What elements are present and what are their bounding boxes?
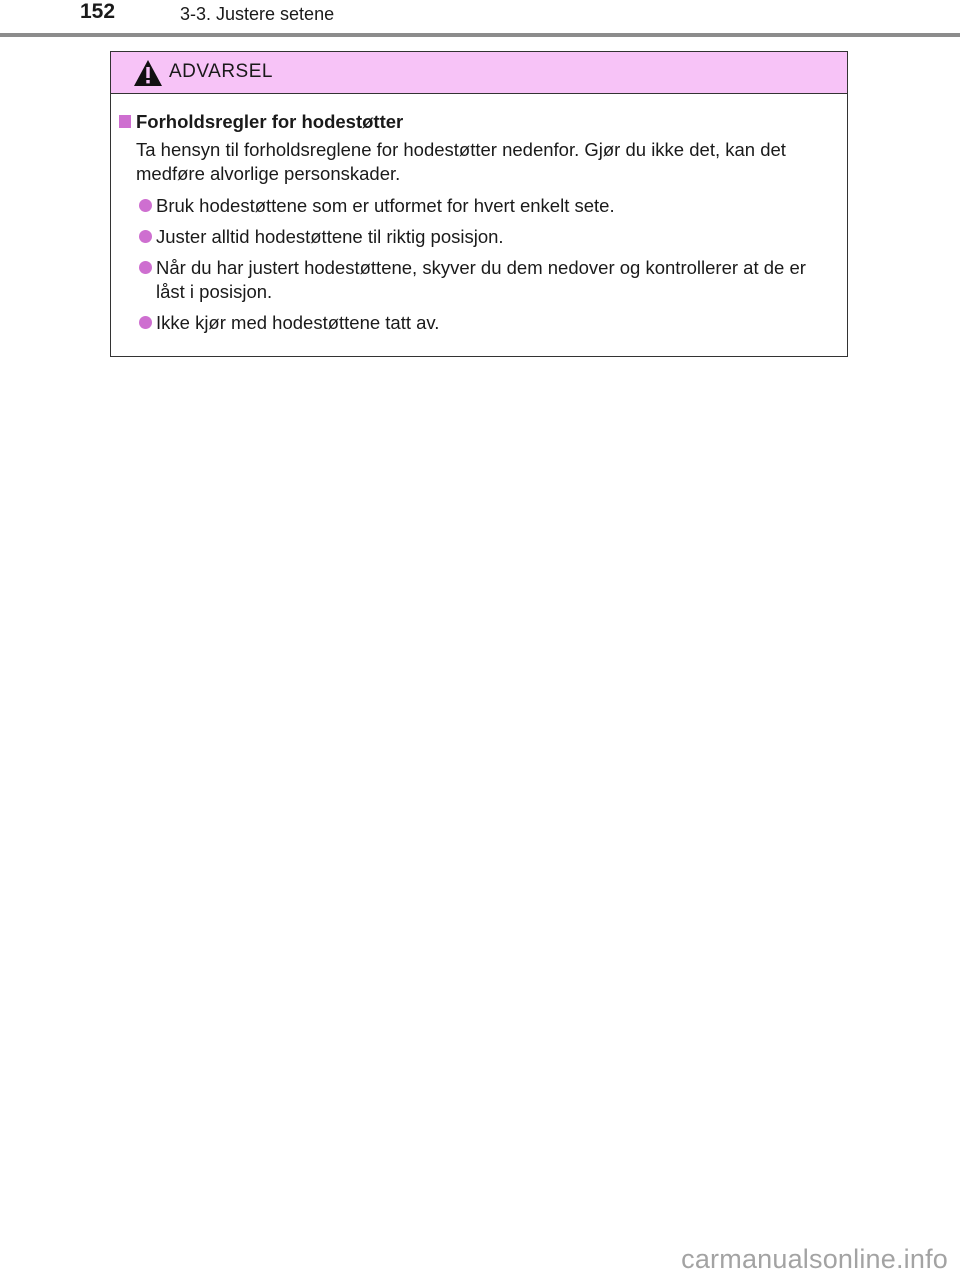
warning-header [111,52,847,94]
list-item [119,194,839,218]
warning-intro: Ta hensyn til forholdsreglene for hodestøtter nedenfor. Gjør du ikke det, kan det medføre alvorlige personskader. [136,139,786,184]
list-item [119,225,839,249]
watermark: carmanualsonline.info [681,1244,948,1274]
warning-box [110,51,848,357]
square-bullet-icon [119,115,131,128]
header-divider [0,33,960,37]
page-number: 152 [80,0,116,23]
list-item-text: Bruk hodestøttene som er utformet for hvert enkelt sete. [156,195,615,216]
warning-body [111,94,847,335]
list-item-text: Når du har justert hodestøttene, skyver du dem nedover og kontrollerer at de er låst i posisjon. [156,257,806,302]
list-item [119,256,839,304]
warning-heading-text: Forholdsregler for hodestøtter [136,111,404,132]
round-bullet-icon [139,316,152,329]
section-title: 3-3. Justere setene [180,4,335,24]
list-item-text: Juster alltid hodestøttene til riktig posisjon. [156,226,504,247]
round-bullet-icon [139,230,152,243]
warning-triangle-icon [133,59,163,87]
round-bullet-icon [139,199,152,212]
round-bullet-icon [139,261,152,274]
warning-heading [119,110,839,134]
page-header [0,0,960,36]
warning-list [119,194,839,335]
warning-label: ADVARSEL [169,61,273,82]
list-item-text: Ikke kjør med hodestøttene tatt av. [156,312,440,333]
list-item [119,311,839,335]
